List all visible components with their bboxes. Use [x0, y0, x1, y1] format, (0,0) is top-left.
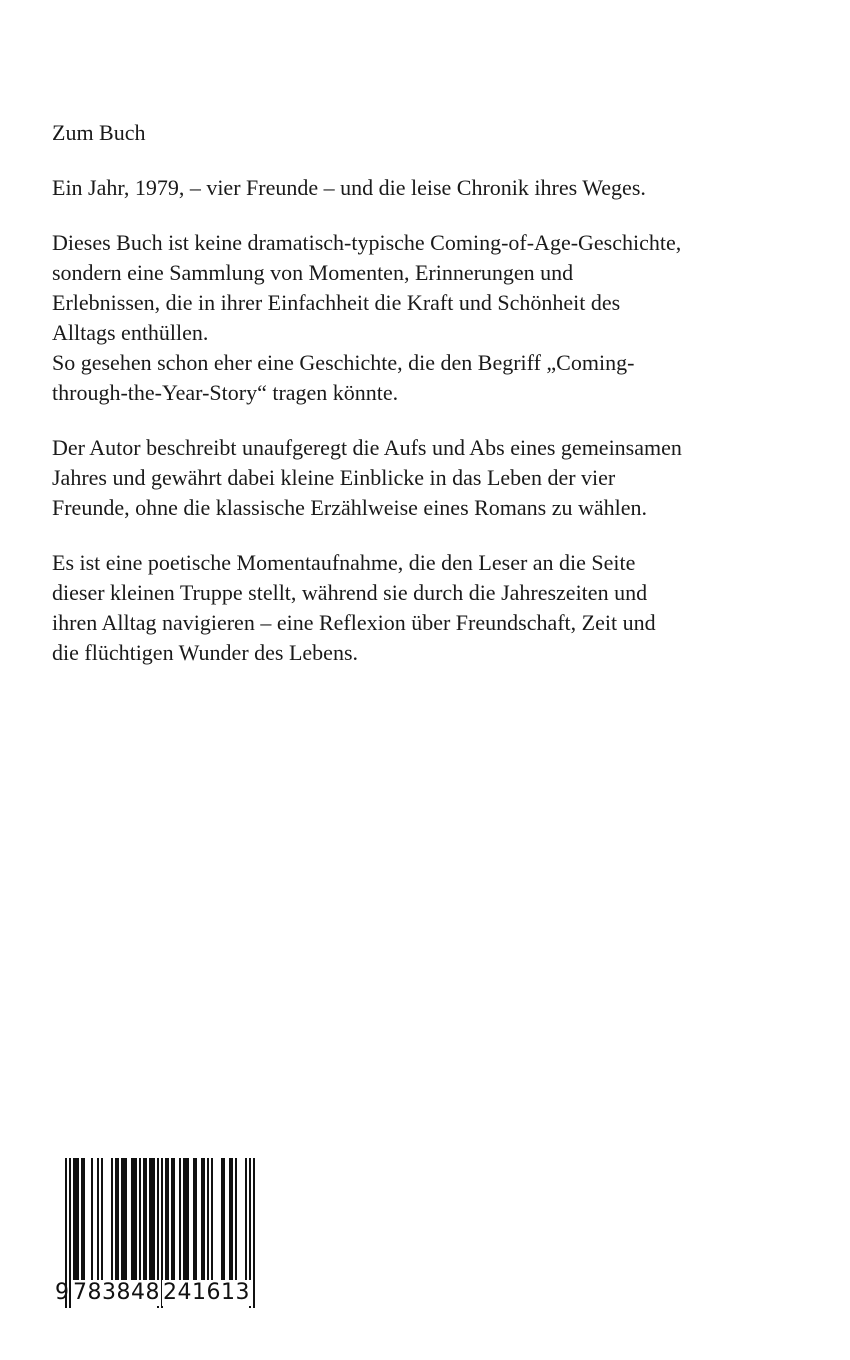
blurb-line: Dieses Buch ist keine dramatisch-typische Coming-of-Age-Geschichte, [52, 230, 682, 255]
barcode-bar [235, 1158, 237, 1284]
blurb-line: Freunde, ohne die klassische Erzählweise eines Romans zu wählen. [52, 495, 648, 520]
barcode-bar [211, 1158, 213, 1284]
barcode-bar [183, 1158, 189, 1284]
blurb-line: Ein Jahr, 1979, – vier Freunde – und die leise Chronik ihres Weges. [52, 175, 646, 200]
barcode-bar [91, 1158, 93, 1284]
blurb-line: Jahres und gewährt dabei kleine Einblicke in das Leben der vier [52, 465, 616, 490]
book-blurb [52, 118, 812, 693]
barcode-bar [101, 1158, 103, 1284]
barcode-bar [171, 1158, 175, 1284]
barcode-bar [229, 1158, 233, 1284]
blurb-line: Alltags enthüllen. [52, 320, 209, 345]
blurb-heading: Zum Buch [52, 120, 146, 145]
barcode-bar [165, 1158, 169, 1284]
barcode-bar [149, 1158, 155, 1284]
barcode-bar [139, 1158, 141, 1284]
barcode-bar [131, 1158, 137, 1284]
blurb-line: Erlebnissen, die in ihrer Einfachheit die Kraft und Schönheit des [52, 290, 621, 315]
blurb-line: through-the-Year-Story“ tragen könnte. [52, 380, 399, 405]
barcode-bar [111, 1158, 113, 1284]
barcode-bar [143, 1158, 147, 1284]
blurb-line: dieser kleinen Truppe stellt, während sie durch die Jahreszeiten und [52, 580, 648, 605]
barcode-bar [193, 1158, 197, 1284]
blurb-paragraph-3 [52, 433, 812, 523]
blurb-line: die flüchtigen Wunder des Lebens. [52, 640, 359, 665]
barcode-bar [201, 1158, 205, 1284]
barcode-bar [81, 1158, 85, 1284]
isbn-right-group: 241613 [163, 1280, 250, 1305]
blurb-paragraph-1 [52, 173, 812, 203]
barcode-bar [73, 1158, 79, 1284]
barcode-bar [179, 1158, 181, 1284]
barcode-guard-bar [253, 1158, 255, 1308]
isbn-first-digit: 9 [55, 1280, 70, 1305]
blurb-line: Der Autor beschreibt unaufgeregt die Aufs und Abs eines gemeinsamen [52, 435, 682, 460]
barcode-bar [245, 1158, 247, 1284]
blurb-paragraph-2 [52, 228, 812, 408]
blurb-line: So gesehen schon eher eine Geschichte, die den Begriff „Coming- [52, 350, 635, 375]
barcode-bar [221, 1158, 225, 1284]
blurb-line: ihren Alltag navigieren – eine Reflexion über Freundschaft, Zeit und [52, 610, 656, 635]
barcode-bar [207, 1158, 209, 1284]
barcode-bar [115, 1158, 119, 1284]
blurb-paragraph-4 [52, 548, 812, 668]
barcode-bar [97, 1158, 99, 1284]
isbn-left-group: 783848 [73, 1280, 160, 1305]
blurb-line: Es ist eine poetische Momentaufnahme, die den Leser an die Seite [52, 550, 636, 575]
blurb-line: sondern eine Sammlung von Momenten, Erinnerungen und [52, 260, 574, 285]
barcode-bar [121, 1158, 127, 1284]
